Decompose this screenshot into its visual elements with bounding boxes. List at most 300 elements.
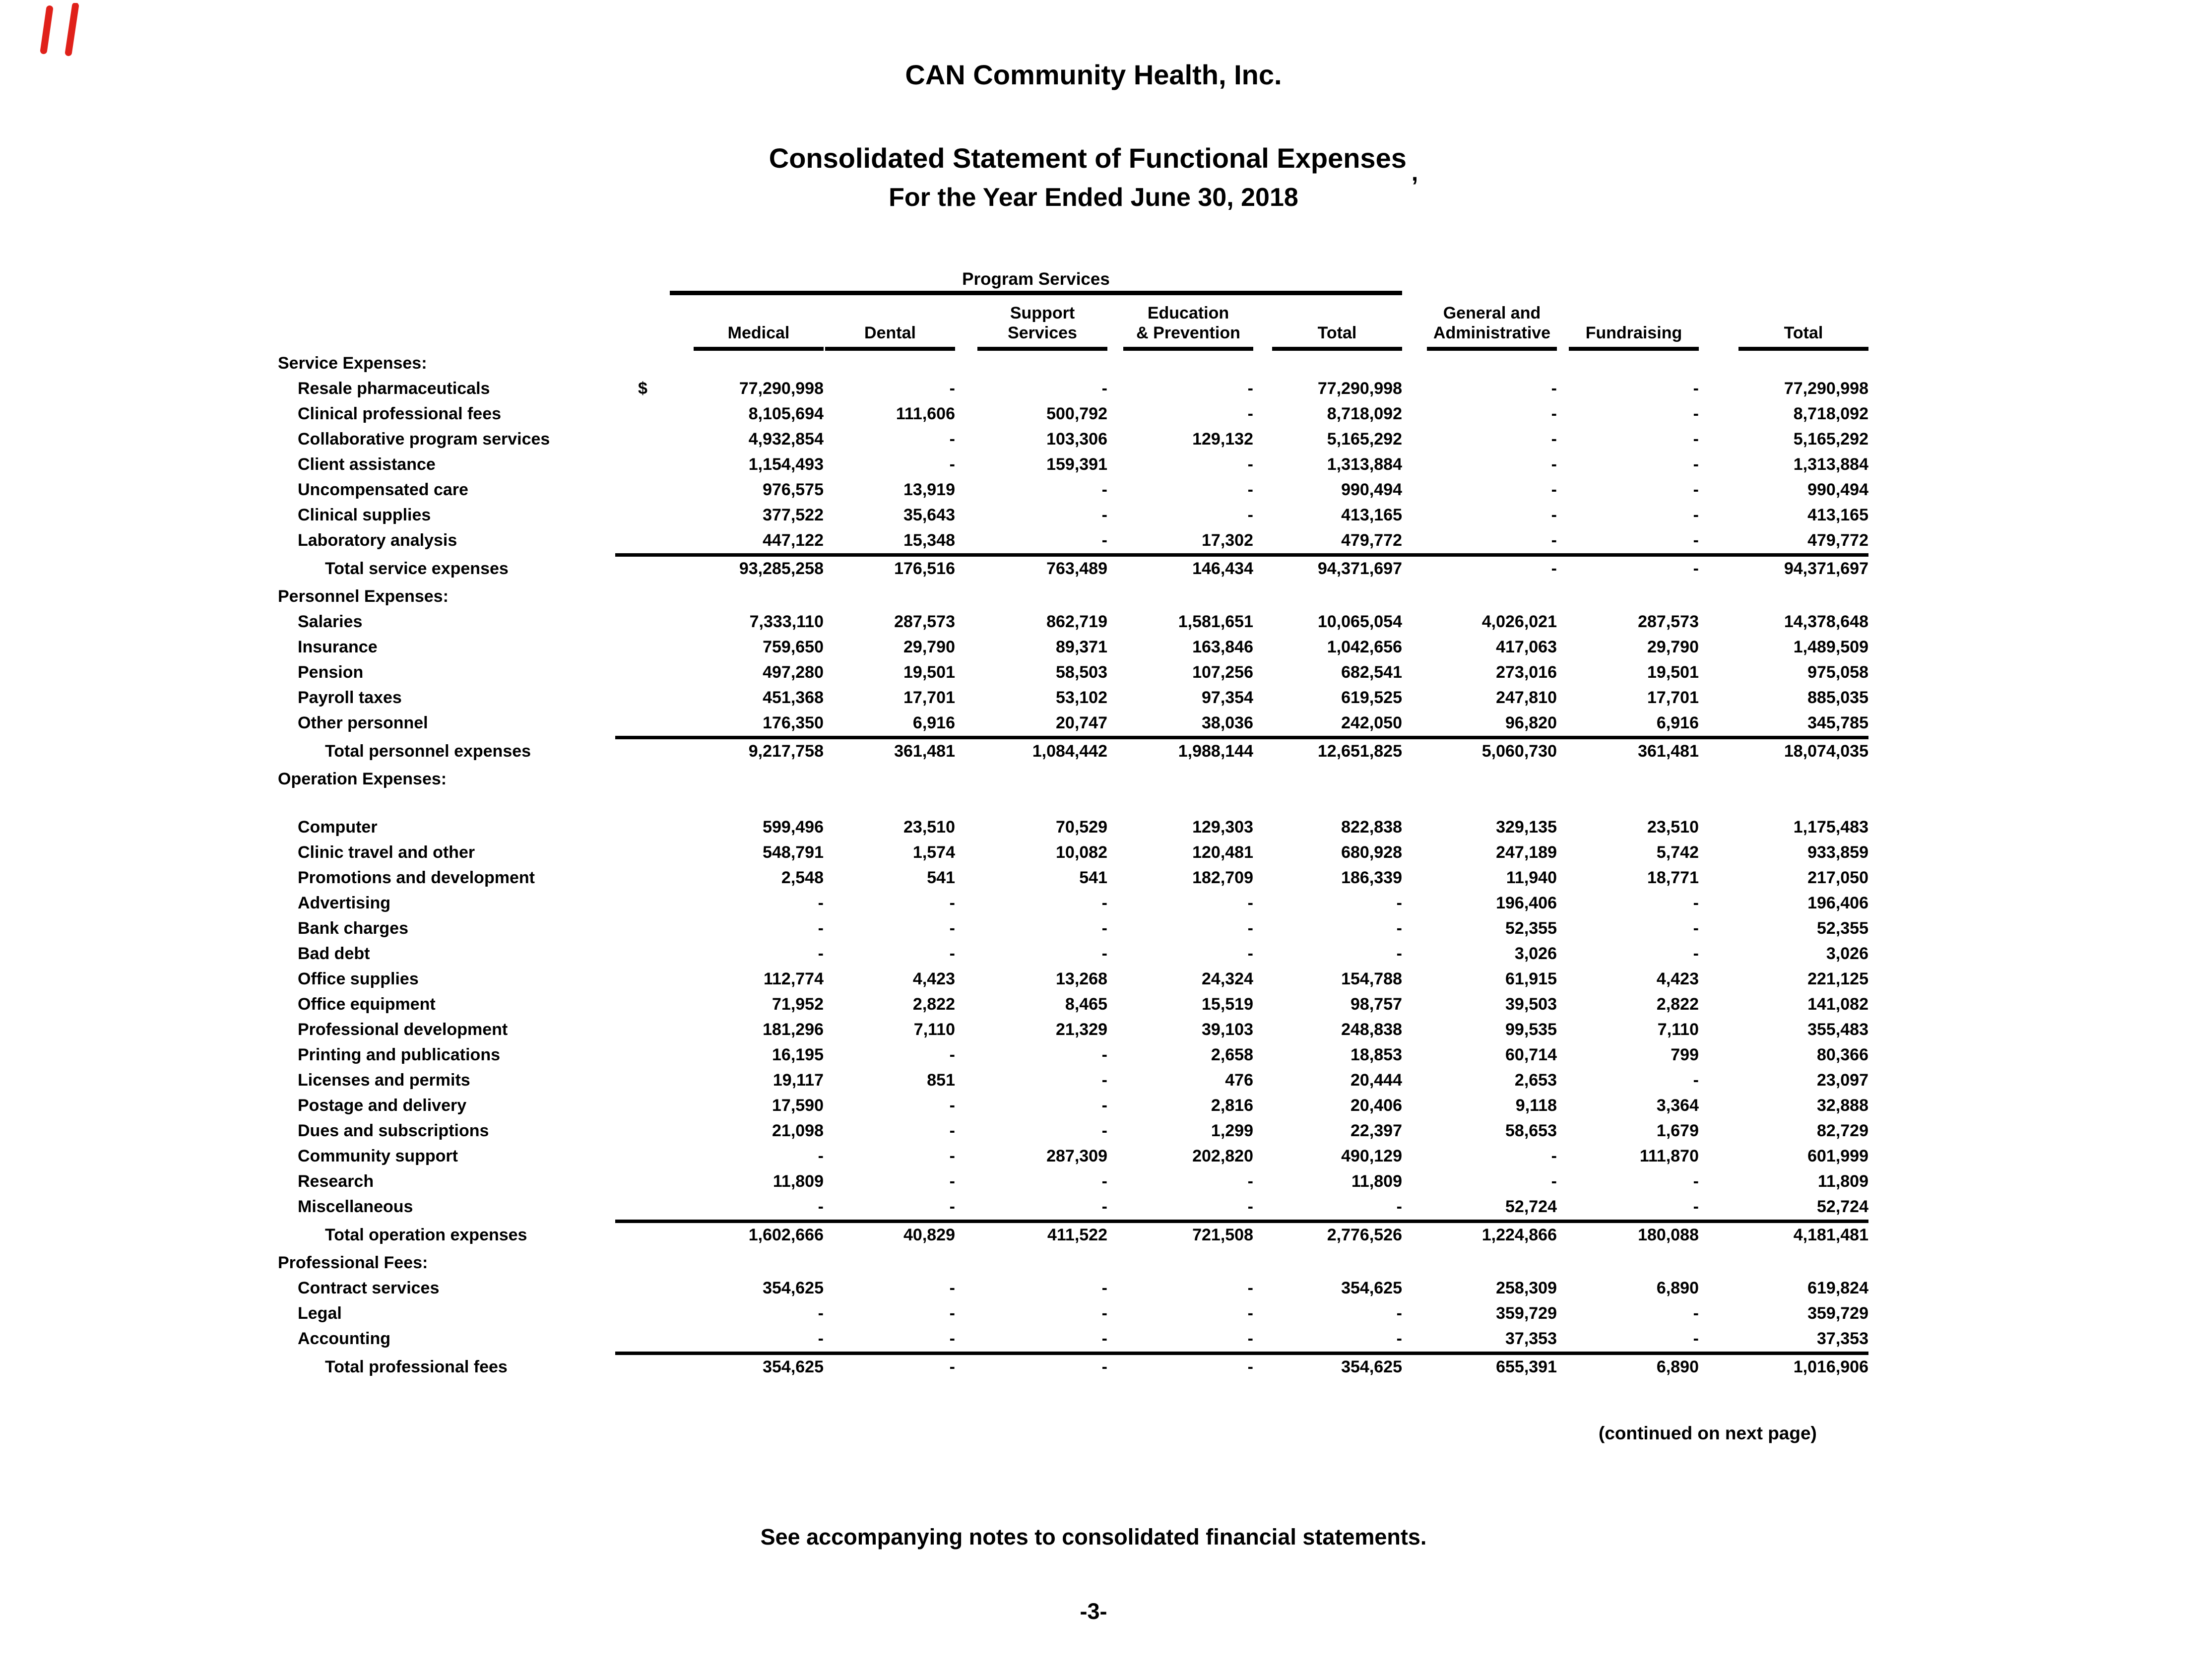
cell-value: 37,353 [1699,1326,1868,1355]
footer-note: See accompanying notes to consolidated financial statements. [760,1524,1427,1550]
cell-value: 13,268 [1056,969,1107,988]
cell-value: 38,036 [1107,711,1253,739]
cell-value: 129,303 [1192,818,1253,837]
cell-value: 329,135 [1496,818,1557,837]
table-row [278,1042,1868,1068]
cell-value: 975,058 [1807,663,1868,682]
empty-cell [1699,270,1868,295]
cell-value: - [1101,1096,1107,1115]
cell-value: 111,870 [1639,1147,1699,1165]
row-label: Salaries [298,612,363,631]
cell-value: - [1101,1304,1107,1323]
column-header-total: Total [1699,295,1868,351]
cell-value: 4,026,021 [1481,612,1557,631]
cell-value: 77,290,998 [1317,379,1402,398]
cell-value: - [955,528,1107,557]
cell-value: 476 [1225,1071,1253,1090]
cell-value: - [1101,1121,1107,1140]
cell-value: - [1551,1147,1557,1165]
table-row [278,891,1868,916]
cell-value: 759,650 [763,638,824,656]
cell-value: 541 [927,868,955,887]
cell-value: 6,916 [824,711,955,739]
cell-value: - [949,894,955,912]
cell-value: - [1247,944,1253,963]
cell-value: 990,494 [1341,480,1402,499]
table-row [278,685,1868,711]
cell-value: - [1551,379,1557,398]
row-label: Clinic travel and other [298,843,475,862]
cell-value: 17,302 [1107,528,1253,557]
cell-value: 23,510 [1647,818,1699,837]
column-header-education-prevention: Education & Prevention [1107,295,1253,351]
cell-value: - [1101,919,1107,938]
table-row [278,1276,1868,1301]
cell-value: - [1396,1304,1402,1323]
table-row [278,503,1868,528]
cell-value: 763,489 [1046,559,1107,578]
row-label: Laboratory analysis [298,531,457,550]
row-label: Payroll taxes [298,688,402,707]
row-label: Advertising [298,894,391,912]
cell-value: 58,503 [1056,663,1107,682]
cell-value: 1,084,442 [1032,742,1107,761]
cell-value: 163,846 [1192,638,1253,656]
cell-value: 3,364 [1656,1096,1699,1115]
cell-value: 799 [1671,1045,1699,1064]
cell-value: - [1101,480,1107,499]
cell-value: - [1247,379,1253,398]
cell-value: 23,510 [903,818,955,837]
cell-value: 7,333,110 [749,612,824,631]
cell-value: - [1247,1172,1253,1191]
cell-value: - [949,1121,955,1140]
row-label: Accounting [298,1329,390,1348]
cell-value: - [1247,506,1253,524]
cell-value: - [1101,379,1107,398]
column-header-program-total: Total [1253,295,1402,351]
table-row [278,1144,1868,1169]
cell-value: 1,581,651 [1178,612,1253,631]
cell-value: 18,771 [1647,868,1699,887]
cell-value: 23,097 [1817,1071,1868,1090]
cell-value: - [949,1172,955,1191]
cell-value: 111,606 [896,404,955,423]
cell-value: - [955,1194,1107,1223]
cell-value: 180,088 [1638,1226,1699,1244]
table-row [278,941,1868,967]
cell-value: 19,501 [903,663,955,682]
cell-value: 9,217,758 [748,742,824,761]
cell-value: 287,309 [1046,1147,1107,1165]
cell-value: - [1551,455,1557,474]
cell-value: 98,757 [1351,995,1402,1014]
cell-value: 5,742 [1656,843,1699,862]
cell-value: 933,859 [1807,843,1868,862]
cell-value: 112,774 [763,969,824,988]
cell-value: 60,714 [1505,1045,1557,1064]
cell-value: 18,074,035 [1784,742,1868,761]
cell-value: - [1101,1045,1107,1064]
cell-value: 176,350 [615,711,824,739]
cell-value: 103,306 [1046,430,1107,449]
cell-value: - [1557,1326,1699,1355]
cell-value: 19,117 [772,1071,824,1090]
empty-cell [278,295,615,351]
cell-value: - [1247,919,1253,938]
cell-value: 196,406 [1496,894,1557,912]
row-label: Other personnel [298,713,428,732]
comma-artifact: , [1411,160,1418,186]
cell-value: 680,928 [1341,843,1402,862]
table-row [278,528,1868,553]
cell-value: - [949,1045,955,1064]
cell-value: 619,525 [1341,688,1402,707]
table-row [278,609,1868,635]
cell-value: 1,175,483 [1793,818,1868,837]
cell-value: 248,838 [1341,1020,1402,1039]
cell-value: 1,602,666 [748,1226,824,1244]
cell-value: 82,729 [1817,1121,1868,1140]
cell-value: 8,105,694 [748,404,824,423]
cell-value: 35,643 [903,506,955,524]
row-label: Research [298,1172,374,1191]
cell-value: - [1551,1172,1557,1191]
cell-value: 221,125 [1807,969,1868,988]
table-row [278,452,1868,477]
cell-value: 5,060,730 [1481,742,1557,761]
table-row [278,1093,1868,1118]
cell-value: - [1247,1304,1253,1323]
cell-value: 6,890 [1656,1279,1699,1297]
cell-value: 186,339 [1341,868,1402,887]
row-label: Miscellaneous [298,1197,413,1216]
row-label: Dues and subscriptions [298,1121,489,1140]
cell-value: 273,016 [1496,663,1557,682]
cell-value: - [1693,894,1699,912]
cell-value: 258,309 [1496,1279,1557,1297]
cell-value: 4,181,481 [1793,1226,1868,1244]
cell-value: 976,575 [763,480,824,499]
red-pen-marks [39,3,143,63]
cell-value: - [1247,480,1253,499]
cell-value: 541 [1079,868,1107,887]
cell-value: 8,718,092 [1793,404,1868,423]
cell-value: 4,423 [1656,969,1699,988]
cell-value: - [1101,506,1107,524]
cell-value: - [1101,1172,1107,1191]
cell-value: - [949,919,955,938]
table-row [278,1352,1868,1382]
cell-value: 361,481 [1638,742,1699,761]
cell-value: 885,035 [1807,688,1868,707]
cell-value: 39,503 [1505,995,1557,1014]
cell-value: 10,082 [1056,843,1107,862]
cell-value: 479,772 [1253,528,1402,557]
cell-value: 93,285,258 [739,559,824,578]
table-row [278,351,1868,376]
cell-value: 4,932,854 [748,430,824,449]
cell-value: - [1253,1326,1402,1355]
column-header-general-administrative: General and Administrative [1402,295,1557,351]
cell-value: - [949,379,955,398]
row-label: Promotions and development [298,868,535,887]
cell-value: 8,465 [1065,995,1107,1014]
cell-value: 548,791 [763,843,824,862]
row-label: Computer [298,818,378,837]
cell-value: 2,653 [1514,1071,1557,1090]
cell-value: 141,082 [1807,995,1868,1014]
cell-value: 500,792 [1046,404,1107,423]
cell-value: 17,701 [903,688,955,707]
cell-value: 11,809 [1817,1172,1868,1191]
cell-value: 77,290,998 [1784,379,1868,398]
cell-value: 5,165,292 [1793,430,1868,449]
cell-value: 354,625 [1341,1279,1402,1297]
table-row [278,1017,1868,1042]
table-row [278,553,1868,584]
cell-value: 2,816 [1211,1096,1253,1115]
cell-value: 497,280 [763,663,824,682]
table-row [278,711,1868,736]
row-label: Contract services [298,1279,440,1297]
cell-value: 354,625 [763,1357,824,1376]
row-label: Bank charges [298,919,408,938]
cell-value: - [1693,1304,1699,1323]
cell-value: - [1101,894,1107,912]
cell-value: 21,329 [1056,1020,1107,1039]
cell-value: 2,822 [912,995,955,1014]
table-row [278,1068,1868,1093]
cell-value: 10,065,054 [1317,612,1402,631]
cell-value: 20,444 [1351,1071,1402,1090]
cell-value: - [949,1357,955,1376]
cell-value: 29,790 [1647,638,1699,656]
row-label: Uncompensated care [298,480,468,499]
cell-value: 29,790 [903,638,955,656]
cell-value: 120,481 [1192,843,1253,862]
row-label: Total operation expenses [325,1226,527,1244]
cell-value: 1,016,906 [1793,1357,1868,1376]
cell-value: 1,299 [1211,1121,1253,1140]
cell-value: 58,653 [1505,1121,1557,1140]
cell-value: - [949,1279,955,1297]
cell-value: 16,195 [772,1045,824,1064]
cell-value: 7,110 [1657,1020,1699,1039]
table-row [278,865,1868,891]
table-row [278,660,1868,685]
cell-value: - [615,1194,824,1223]
cell-value: - [1101,1071,1107,1090]
cell-value: 154,788 [1341,969,1402,988]
cell-value: 359,729 [1496,1304,1557,1323]
cell-value: - [1693,455,1699,474]
cell-value: 1,042,656 [1327,638,1402,656]
cell-value: 1,574 [912,843,955,862]
table-row [278,1301,1868,1326]
cell-value: 354,625 [1341,1357,1402,1376]
cell-value: - [1551,506,1557,524]
cell-value: - [824,1194,955,1223]
cell-value: - [1101,1279,1107,1297]
cell-value: - [1693,506,1699,524]
cell-value: 479,772 [1699,528,1868,557]
table-row [278,992,1868,1017]
empty-cell [1557,270,1699,295]
cell-value: - [1693,404,1699,423]
cell-value: 21,098 [772,1121,824,1140]
cell-value: - [1557,528,1699,557]
cell-value: - [949,944,955,963]
row-label: Total professional fees [325,1357,508,1376]
cell-value: 20,406 [1351,1096,1402,1115]
table-row [278,736,1868,767]
cell-value: - [1551,430,1557,449]
program-services-group-header: Program Services [670,270,1402,295]
cell-value: 129,132 [1192,430,1253,449]
section-header: Service Expenses: [278,354,427,373]
cell-value: 1,988,144 [1178,742,1253,761]
cell-value: 247,810 [1496,688,1557,707]
cell-value: 599,496 [763,818,824,837]
cell-value: - [1402,528,1557,557]
cell-value: - [1107,1326,1253,1355]
column-header-fundraising: Fundraising [1557,295,1699,351]
table-row [278,1194,1868,1220]
cell-value: 1,313,884 [1327,455,1402,474]
cell-value: 159,391 [1046,455,1107,474]
column-header-support-services: Support Services [955,295,1107,351]
cell-value: - [818,1304,824,1323]
cell-value: 181,296 [763,1020,824,1039]
column-header-dental: Dental [824,295,955,351]
cell-value: 40,829 [903,1226,955,1244]
cell-value: 37,353 [1402,1326,1557,1355]
cell-value: 94,371,697 [1784,559,1868,578]
statement-period: For the Year Ended June 30, 2018 [889,183,1298,212]
table-row [278,1250,1868,1276]
cell-value: 355,483 [1807,1020,1868,1039]
cell-value: - [615,1326,824,1355]
cell-value: 990,494 [1807,480,1868,499]
cell-value: 11,940 [1506,868,1557,887]
table-row [278,967,1868,992]
cell-value: 217,050 [1807,868,1868,887]
cell-value: 1,224,866 [1481,1226,1557,1244]
cell-value: - [818,919,824,938]
cell-value: 12,651,825 [1317,742,1402,761]
cell-value: - [1557,1194,1699,1223]
cell-value: 17,590 [772,1096,824,1115]
cell-value: 196,406 [1807,894,1868,912]
row-label: Professional development [298,1020,508,1039]
cell-value: 107,256 [1192,663,1253,682]
cell-value: 24,324 [1202,969,1253,988]
cell-value: 20,747 [955,711,1107,739]
cell-value: 451,368 [763,688,824,707]
table-column-header-row [278,295,1868,351]
table-row [278,477,1868,503]
cell-value: 601,999 [1807,1147,1868,1165]
cell-value: - [824,1326,955,1355]
table-row [278,1326,1868,1352]
cell-value: - [1693,919,1699,938]
cell-value: - [1247,404,1253,423]
page-number: -3- [1080,1599,1107,1624]
cell-value: 377,522 [763,506,824,524]
cell-value: 52,355 [1817,919,1868,938]
cell-value: 176,516 [894,559,955,578]
cell-value: 22,397 [1351,1121,1402,1140]
cell-value: - [1693,379,1699,398]
cell-value: 182,709 [1192,868,1253,887]
cell-value: - [949,1096,955,1115]
table-row [278,635,1868,660]
cell-value: 655,391 [1496,1357,1557,1376]
cell-value: - [1693,944,1699,963]
cell-value: $ 77,290,998 [615,376,824,401]
row-label: Client assistance [298,455,436,474]
cell-value: 5,165,292 [1327,430,1402,449]
cell-value: 9,118 [1515,1096,1557,1115]
cell-value: 1,489,509 [1793,638,1868,656]
cell-value: - [1247,894,1253,912]
cell-value: 411,522 [1047,1226,1107,1244]
cell-value: 13,919 [903,480,955,499]
cell-value: - [949,1304,955,1323]
cell-value: 413,165 [1341,506,1402,524]
cell-value: 417,063 [1496,638,1557,656]
table-row [278,376,1868,401]
statement-title [0,142,2187,186]
cell-value: - [818,944,824,963]
cell-value: - [949,455,955,474]
table-row [278,584,1868,609]
row-label: Total personnel expenses [325,742,531,761]
row-label: Resale pharmaceuticals [298,379,490,398]
cell-value: 15,348 [824,528,955,557]
cell-value: 19,501 [1647,663,1699,682]
cell-value: - [818,1147,824,1165]
cell-value: - [1693,430,1699,449]
cell-value: 71,952 [772,995,824,1014]
cell-value: 52,355 [1505,919,1557,938]
cell-value: 89,371 [1056,638,1107,656]
cell-value: 721,508 [1192,1226,1253,1244]
row-label: Total service expenses [325,559,509,578]
cell-value: - [1396,894,1402,912]
row-label: Legal [298,1304,342,1323]
cell-value: 52,724 [1699,1194,1868,1223]
cell-value: - [1396,944,1402,963]
cell-value: 53,102 [1056,688,1107,707]
cell-value: 413,165 [1807,506,1868,524]
cell-value: 2,658 [1211,1045,1253,1064]
cell-value: - [949,430,955,449]
row-label: Licenses and permits [298,1071,470,1090]
cell-value: 359,729 [1807,1304,1868,1323]
expenses-table [278,270,1868,1382]
section-header: Operation Expenses: [278,770,447,788]
row-label: Printing and publications [298,1045,500,1064]
row-label: Pension [298,663,364,682]
table-row [278,767,1868,792]
cell-value: 11,809 [772,1172,824,1191]
table-body [278,351,1868,1382]
cell-value: 2,776,526 [1327,1226,1402,1244]
table-row [278,401,1868,427]
table-row [278,815,1868,840]
